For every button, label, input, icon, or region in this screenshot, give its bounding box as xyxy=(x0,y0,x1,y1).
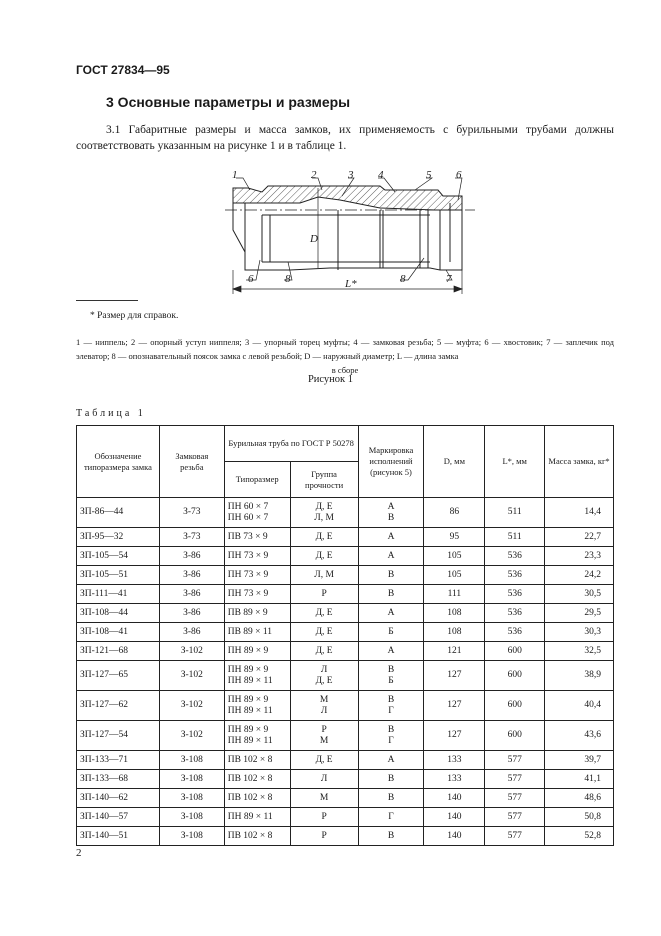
cell-strength-group: Р xyxy=(290,827,358,846)
cell-thread: З-102 xyxy=(159,642,224,661)
cell-pipe-size: ПВ 102 × 8 xyxy=(224,789,290,808)
header-strength: Группа прочности xyxy=(290,462,358,498)
cell-length: 600 xyxy=(485,661,545,691)
cell-marking: В Г xyxy=(358,691,424,721)
cell-pipe-size: ПН 89 × 9 ПН 89 × 11 xyxy=(224,691,290,721)
cell-strength-group: Д, Е xyxy=(290,528,358,547)
callout-label: 4 xyxy=(378,169,384,181)
cell-length: 536 xyxy=(485,566,545,585)
callout-label: 6 xyxy=(248,273,254,285)
cell-length: 536 xyxy=(485,604,545,623)
cell-marking: В xyxy=(358,827,424,846)
table-row xyxy=(77,566,614,585)
cell-length: 577 xyxy=(485,808,545,827)
cell-designation: ЗП-121—68 xyxy=(77,642,160,661)
cell-marking: В xyxy=(358,789,424,808)
callout-label: 7 xyxy=(446,273,452,285)
cell-length: 600 xyxy=(485,642,545,661)
cell-marking: Б xyxy=(358,623,424,642)
table-row xyxy=(77,789,614,808)
cell-length: 536 xyxy=(485,547,545,566)
cell-diameter: 105 xyxy=(424,566,485,585)
cell-strength-group: Р М xyxy=(290,721,358,751)
cell-mass: 40,4 xyxy=(545,691,614,721)
cell-thread: З-108 xyxy=(159,789,224,808)
table-row xyxy=(77,751,614,770)
cell-mass: 22,7 xyxy=(545,528,614,547)
cell-mass: 14,4 xyxy=(545,498,614,528)
cell-mass: 29,5 xyxy=(545,604,614,623)
cell-pipe-size: ПВ 102 × 8 xyxy=(224,751,290,770)
cell-thread: З-73 xyxy=(159,498,224,528)
cell-pipe-size: ПВ 102 × 8 xyxy=(224,770,290,789)
cell-strength-group: Д, Е xyxy=(290,547,358,566)
cell-strength-group: Р xyxy=(290,808,358,827)
cell-strength-group: М xyxy=(290,789,358,808)
table-row xyxy=(77,642,614,661)
header-diameter: D, мм xyxy=(424,426,485,498)
cell-length: 600 xyxy=(485,721,545,751)
cell-length: 577 xyxy=(485,789,545,808)
cell-pipe-size: ПН 89 × 9 ПН 89 × 11 xyxy=(224,661,290,691)
table-row xyxy=(77,721,614,751)
cell-thread: З-108 xyxy=(159,808,224,827)
cell-mass: 23,3 xyxy=(545,547,614,566)
cell-designation: ЗП-105—54 xyxy=(77,547,160,566)
cell-marking: В xyxy=(358,770,424,789)
callout-label: 8 xyxy=(285,273,291,285)
legend-text: 1 — ниппель; 2 — опорный уступ ниппеля; 3 — упорный торец муфты; 4 — замковая резьба; 5 — муфта; 6 — хвостовик; 7 — заплечик под элеватор; 8 — опознавательный поясок замка с левой резьбой; D — наружный диаметр; L — длина замка xyxy=(76,337,614,361)
cell-strength-group: Д, Е Л, М xyxy=(290,498,358,528)
cell-pipe-size: ПН 60 × 7 ПН 60 × 7 xyxy=(224,498,290,528)
cell-diameter: 121 xyxy=(424,642,485,661)
callout-label: 6 xyxy=(456,169,462,181)
callout-label: 3 xyxy=(348,169,354,181)
cell-marking: Г xyxy=(358,808,424,827)
table-row xyxy=(77,547,614,566)
cell-thread: З-102 xyxy=(159,721,224,751)
cell-pipe-size: ПН 73 × 9 xyxy=(224,585,290,604)
header-pipe-group: Бурильная труба по ГОСТ Р 50278 xyxy=(224,426,358,462)
lock-assembly-outline xyxy=(233,186,462,270)
cell-diameter: 86 xyxy=(424,498,485,528)
length-label: L* xyxy=(345,278,357,290)
table-row xyxy=(77,604,614,623)
cell-thread: З-86 xyxy=(159,547,224,566)
legend-tail: в сборе xyxy=(331,365,359,375)
cell-pipe-size: ПН 89 × 9 xyxy=(224,642,290,661)
cell-mass: 30,3 xyxy=(545,623,614,642)
table-row xyxy=(77,691,614,721)
cell-designation: ЗП-108—41 xyxy=(77,623,160,642)
table-row xyxy=(77,808,614,827)
cell-marking: А xyxy=(358,528,424,547)
table-row xyxy=(77,498,614,528)
cell-strength-group: Л, М xyxy=(290,566,358,585)
cell-pipe-size: ПН 73 × 9 xyxy=(224,547,290,566)
footnote: * Размер для справок. xyxy=(90,311,179,321)
cell-marking: А xyxy=(358,604,424,623)
cell-strength-group: Д, Е xyxy=(290,604,358,623)
cell-diameter: 105 xyxy=(424,547,485,566)
header-length: L*, мм xyxy=(485,426,545,498)
cell-designation: ЗП-140—57 xyxy=(77,808,160,827)
cell-mass: 48,6 xyxy=(545,789,614,808)
page-number: 2 xyxy=(76,847,82,859)
cell-strength-group: Л Д, Е xyxy=(290,661,358,691)
cell-pipe-size: ПН 89 × 9 ПН 89 × 11 xyxy=(224,721,290,751)
cell-thread: З-86 xyxy=(159,566,224,585)
cell-length: 577 xyxy=(485,827,545,846)
cell-designation: ЗП-127—62 xyxy=(77,691,160,721)
cell-marking: А В xyxy=(358,498,424,528)
cell-diameter: 140 xyxy=(424,808,485,827)
cell-designation: ЗП-140—51 xyxy=(77,827,160,846)
drill-lock-drawing xyxy=(0,0,661,300)
table-row xyxy=(77,827,614,846)
figure-caption: Рисунок 1 xyxy=(307,374,354,385)
header-designation: Обозначение типоразмера замка xyxy=(77,426,160,498)
cell-thread: З-86 xyxy=(159,623,224,642)
cell-mass: 39,7 xyxy=(545,751,614,770)
cell-diameter: 140 xyxy=(424,789,485,808)
callout-label: 1 xyxy=(232,169,238,181)
cell-mass: 41,1 xyxy=(545,770,614,789)
cell-thread: З-108 xyxy=(159,770,224,789)
cell-thread: З-102 xyxy=(159,691,224,721)
cell-designation: ЗП-127—65 xyxy=(77,661,160,691)
header-pipe-size: Типоразмер xyxy=(224,462,290,498)
cell-thread: З-86 xyxy=(159,585,224,604)
body-paragraph: 3.1 Габаритные размеры и масса замков, их применяемость с бурильными трубами должны соответствовать указанным на рисунке 1 и в таблице 1. xyxy=(76,124,614,152)
cell-strength-group: Л xyxy=(290,770,358,789)
parameters-table xyxy=(76,425,614,846)
cell-thread: З-86 xyxy=(159,604,224,623)
cell-strength-group: Р xyxy=(290,585,358,604)
cell-length: 600 xyxy=(485,691,545,721)
header-thread: Замковая резьба xyxy=(159,426,224,498)
cell-mass: 30,5 xyxy=(545,585,614,604)
cell-length: 511 xyxy=(485,528,545,547)
cell-pipe-size: ПВ 89 × 11 xyxy=(224,623,290,642)
cell-pipe-size: ПН 89 × 11 xyxy=(224,808,290,827)
cell-thread: З-73 xyxy=(159,528,224,547)
table-row xyxy=(77,770,614,789)
cell-strength-group: М Л xyxy=(290,691,358,721)
cell-marking: А xyxy=(358,751,424,770)
cell-mass: 50,8 xyxy=(545,808,614,827)
cell-length: 577 xyxy=(485,751,545,770)
callout-label: 8 xyxy=(400,273,406,285)
cell-diameter: 140 xyxy=(424,827,485,846)
cell-diameter: 127 xyxy=(424,721,485,751)
cell-marking: В Г xyxy=(358,721,424,751)
cell-length: 511 xyxy=(485,498,545,528)
cell-diameter: 108 xyxy=(424,623,485,642)
cell-designation: ЗП-140—62 xyxy=(77,789,160,808)
cell-length: 577 xyxy=(485,770,545,789)
callout-label: 2 xyxy=(311,169,317,181)
cell-thread: З-108 xyxy=(159,827,224,846)
cell-marking: А xyxy=(358,547,424,566)
cell-diameter: 133 xyxy=(424,751,485,770)
cell-designation: ЗП-105—51 xyxy=(77,566,160,585)
cell-length: 536 xyxy=(485,623,545,642)
cell-designation: ЗП-95—32 xyxy=(77,528,160,547)
cell-mass: 43,6 xyxy=(545,721,614,751)
cell-marking: В Б xyxy=(358,661,424,691)
cell-length: 536 xyxy=(485,585,545,604)
cell-marking: В xyxy=(358,585,424,604)
cell-designation: ЗП-111—41 xyxy=(77,585,160,604)
cell-strength-group: Д, Е xyxy=(290,623,358,642)
cell-diameter: 127 xyxy=(424,661,485,691)
cell-pipe-size: ПВ 89 × 9 xyxy=(224,604,290,623)
cell-pipe-size: ПН 73 × 9 xyxy=(224,566,290,585)
cell-thread: З-102 xyxy=(159,661,224,691)
footnote-rule xyxy=(76,300,138,301)
diameter-label: D xyxy=(310,233,318,245)
cell-designation: ЗП-86—44 xyxy=(77,498,160,528)
cell-designation: ЗП-133—71 xyxy=(77,751,160,770)
table-row xyxy=(77,528,614,547)
table-row xyxy=(77,585,614,604)
cell-strength-group: Д, Е xyxy=(290,751,358,770)
cell-mass: 32,5 xyxy=(545,642,614,661)
cell-thread: З-108 xyxy=(159,751,224,770)
cell-marking: В xyxy=(358,566,424,585)
table-row xyxy=(77,661,614,691)
callout-label: 5 xyxy=(426,169,432,181)
cell-mass: 52,8 xyxy=(545,827,614,846)
document-code: ГОСТ 27834—95 xyxy=(76,63,170,77)
cell-marking: А xyxy=(358,642,424,661)
cell-mass: 38,9 xyxy=(545,661,614,691)
header-mass: Масса замка, кг* xyxy=(545,426,614,498)
figure-legend xyxy=(76,335,614,377)
header-marking: Маркировка исполнений (рисунок 5) xyxy=(358,426,424,498)
cell-diameter: 111 xyxy=(424,585,485,604)
cell-diameter: 127 xyxy=(424,691,485,721)
cell-diameter: 133 xyxy=(424,770,485,789)
cell-diameter: 95 xyxy=(424,528,485,547)
cell-designation: ЗП-133—68 xyxy=(77,770,160,789)
table-row xyxy=(77,623,614,642)
section-title: 3 Основные параметры и размеры xyxy=(106,94,351,110)
cell-strength-group: Д, Е xyxy=(290,642,358,661)
cell-designation: ЗП-127—54 xyxy=(77,721,160,751)
cell-designation: ЗП-108—44 xyxy=(77,604,160,623)
cell-diameter: 108 xyxy=(424,604,485,623)
cell-pipe-size: ПВ 102 × 8 xyxy=(224,827,290,846)
table-label: Таблица 1 xyxy=(76,408,146,419)
cell-mass: 24,2 xyxy=(545,566,614,585)
cell-pipe-size: ПВ 73 × 9 xyxy=(224,528,290,547)
